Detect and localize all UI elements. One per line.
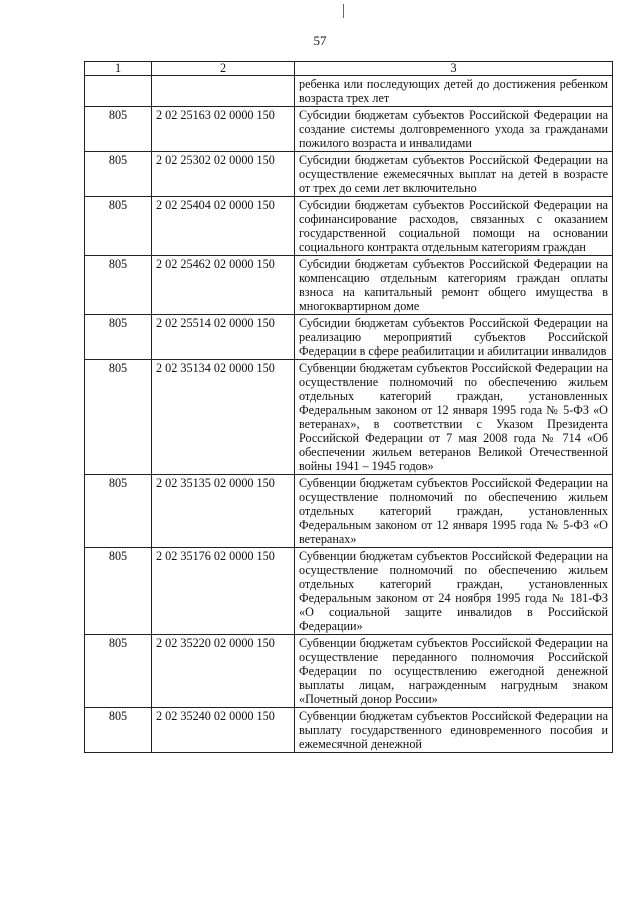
table-row bbox=[85, 475, 613, 548]
description-cell: ребенка или последующих детей до достижения ребенком возраста трех лет bbox=[295, 76, 613, 107]
column-header: 1 bbox=[85, 62, 152, 76]
kbk-code-cell: 2 02 25514 02 0000 150 bbox=[152, 315, 295, 360]
admin-code-cell: 805 bbox=[85, 635, 152, 708]
kbk-code-cell: 2 02 35220 02 0000 150 bbox=[152, 635, 295, 708]
kbk-code-cell: 2 02 25462 02 0000 150 bbox=[152, 256, 295, 315]
admin-code-cell: 805 bbox=[85, 197, 152, 256]
description-cell: Субвенции бюджетам субъектов Российской Федерации на осуществление переданного полномочия Российской Федерации по осуществлению ежегодной денежной выплаты лицам, награжденным нагрудным знаком «Почетный донор России» bbox=[295, 635, 613, 708]
kbk-code-cell bbox=[152, 76, 295, 107]
kbk-code-cell: 2 02 25404 02 0000 150 bbox=[152, 197, 295, 256]
column-header: 2 bbox=[152, 62, 295, 76]
description-cell: Субсидии бюджетам субъектов Российской Федерации на компенсацию отдельным категориям граждан оплаты взноса на капитальный ремонт общего имущества в многоквартирном доме bbox=[295, 256, 613, 315]
admin-code-cell: 805 bbox=[85, 315, 152, 360]
table-row bbox=[85, 256, 613, 315]
description-cell: Субвенции бюджетам субъектов Российской Федерации на осуществление полномочий по обеспечению жильем отдельных категорий граждан, установленных Федеральным законом от 12 января 1995 года № 5-ФЗ «О ветеранах» bbox=[295, 475, 613, 548]
admin-code-cell: 805 bbox=[85, 708, 152, 753]
kbk-code-cell: 2 02 35240 02 0000 150 bbox=[152, 708, 295, 753]
scan-mark bbox=[343, 4, 344, 18]
table-row bbox=[85, 708, 613, 753]
table-row bbox=[85, 315, 613, 360]
table-row bbox=[85, 76, 613, 107]
description-cell: Субсидии бюджетам субъектов Российской Федерации на реализацию мероприятий субъектов Российской Федерации в сфере реабилитации и абилитации инвалидов bbox=[295, 315, 613, 360]
description-cell: Субвенции бюджетам субъектов Российской Федерации на осуществление полномочий по обеспечению жильем отдельных категорий граждан, установленных Федеральным законом от 24 ноября 1995 года № 181-ФЗ «О социальной защите инвалидов в Российской Федерации» bbox=[295, 548, 613, 635]
table-row bbox=[85, 635, 613, 708]
admin-code-cell: 805 bbox=[85, 548, 152, 635]
description-cell: Субсидии бюджетам субъектов Российской Федерации на создание системы долговременного ухода за гражданами пожилого возраста и инвалидами bbox=[295, 107, 613, 152]
table-row bbox=[85, 197, 613, 256]
admin-code-cell: 805 bbox=[85, 256, 152, 315]
header-row bbox=[85, 62, 613, 76]
kbk-code-cell: 2 02 35134 02 0000 150 bbox=[152, 360, 295, 475]
description-cell: Субвенции бюджетам субъектов Российской Федерации на выплату государственного единовременного пособия и ежемесячной денежной bbox=[295, 708, 613, 753]
admin-code-cell: 805 bbox=[85, 360, 152, 475]
budget-table bbox=[84, 61, 613, 753]
admin-code-cell bbox=[85, 76, 152, 107]
description-cell: Субвенции бюджетам субъектов Российской Федерации на осуществление полномочий по обеспечению жильем отдельных категорий граждан, установленных Федеральным законом от 12 января 1995 года № 5-ФЗ «О ветеранах», в соответствии с Указом Президента Российской Федерации от 7 мая 2008 года № 714 «Об обеспечении жильем ветеранов Великой Отечественной войны 1941 – 1945 годов» bbox=[295, 360, 613, 475]
table-row bbox=[85, 152, 613, 197]
kbk-code-cell: 2 02 35176 02 0000 150 bbox=[152, 548, 295, 635]
kbk-code-cell: 2 02 25163 02 0000 150 bbox=[152, 107, 295, 152]
kbk-code-cell: 2 02 35135 02 0000 150 bbox=[152, 475, 295, 548]
admin-code-cell: 805 bbox=[85, 152, 152, 197]
admin-code-cell: 805 bbox=[85, 475, 152, 548]
table-row bbox=[85, 107, 613, 152]
table-row bbox=[85, 548, 613, 635]
column-header: 3 bbox=[295, 62, 613, 76]
description-cell: Субсидии бюджетам субъектов Российской Федерации на осуществление ежемесячных выплат на детей в возрасте от трех до семи лет включительно bbox=[295, 152, 613, 197]
table-row bbox=[85, 360, 613, 475]
description-cell: Субсидии бюджетам субъектов Российской Федерации на софинансирование расходов, связанных с оказанием государственной социальной помощи на основании социального контракта отдельным категориям граждан bbox=[295, 197, 613, 256]
admin-code-cell: 805 bbox=[85, 107, 152, 152]
kbk-code-cell: 2 02 25302 02 0000 150 bbox=[152, 152, 295, 197]
page-number: 57 bbox=[313, 33, 327, 48]
